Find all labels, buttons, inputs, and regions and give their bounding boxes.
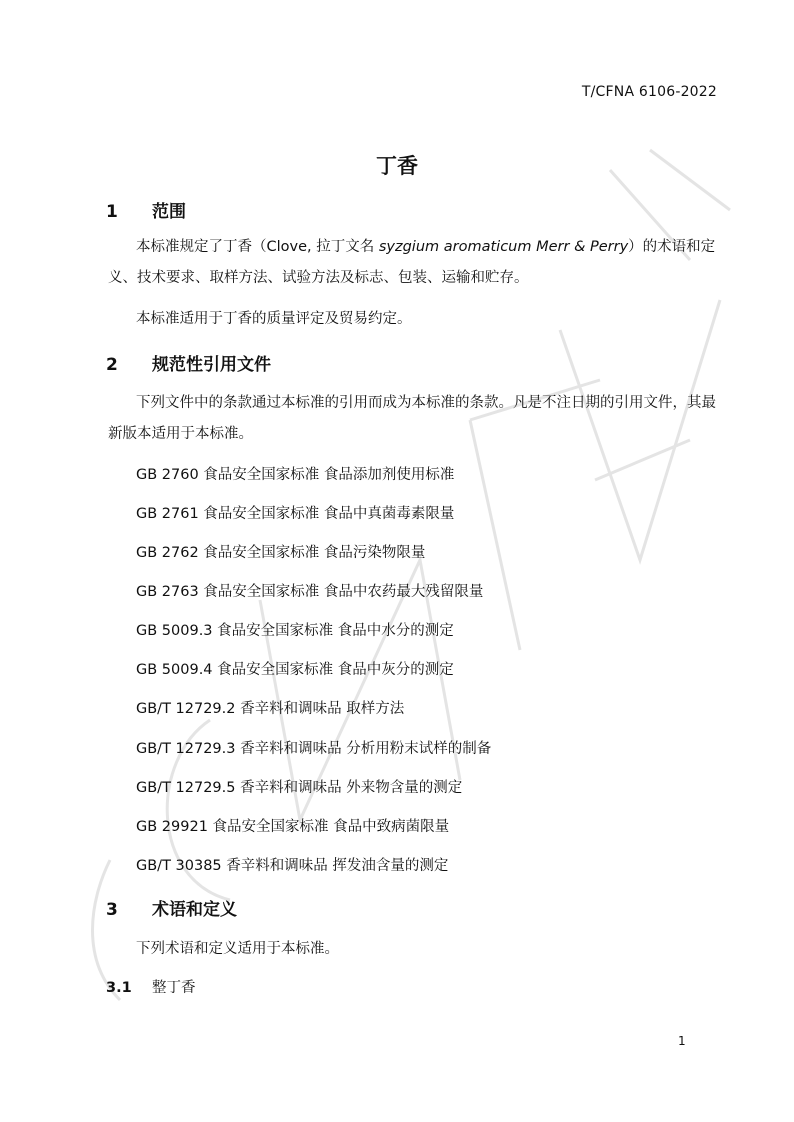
reference-item: GB/T 30385 香辛料和调味品 挥发油含量的测定 [136, 858, 449, 874]
section-number: 3 [106, 900, 118, 920]
reference-item: GB/T 12729.2 香辛料和调味品 取样方法 [136, 701, 405, 717]
reference-item: GB 5009.3 食品安全国家标准 食品中水分的测定 [136, 623, 454, 639]
page-number: 1 [678, 1034, 686, 1048]
subsection-3-1 [106, 976, 196, 997]
reference-item: GB 2763 食品安全国家标准 食品中农药最大残留限量 [136, 584, 484, 600]
reference-item: GB/T 12729.5 香辛料和调味品 外来物含量的测定 [136, 780, 463, 796]
section-2-heading [106, 350, 271, 375]
scope-text-start: 本标准规定了丁香（Clove, 拉丁文名 [136, 239, 379, 255]
section-1-heading [106, 197, 186, 222]
reference-item: GB 2761 食品安全国家标准 食品中真菌毒素限量 [136, 506, 455, 522]
section-title: 范围 [152, 202, 186, 222]
reference-item: GB 2760 食品安全国家标准 食品添加剂使用标准 [136, 467, 455, 483]
reference-item: GB 5009.4 食品安全国家标准 食品中灰分的测定 [136, 662, 454, 678]
section-3-heading [106, 895, 237, 920]
scope-paragraph [108, 232, 718, 294]
latin-name: syzgium aromaticum Merr & Perry [378, 239, 629, 255]
reference-item: GB 2762 食品安全国家标准 食品污染物限量 [136, 545, 426, 561]
section-title: 术语和定义 [152, 900, 237, 920]
section-number: 2 [106, 355, 118, 375]
standard-code: T/CFNA 6106-2022 [581, 84, 717, 100]
scope-applicability: 本标准适用于丁香的质量评定及贸易约定。 [136, 311, 412, 327]
subsection-number: 3.1 [106, 980, 132, 996]
section-title: 规范性引用文件 [152, 355, 271, 375]
subsection-title: 整丁香 [152, 980, 196, 996]
references-intro: 下列文件中的条款通过本标准的引用而成为本标准的条款。凡是不注日期的引用文件，其最新版本适用于本标准。 [108, 395, 716, 442]
terms-intro: 下列术语和定义适用于本标准。 [136, 941, 339, 957]
reference-item: GB 29921 食品安全国家标准 食品中致病菌限量 [136, 819, 450, 835]
scope-text-end: ）的术语和定义、技术要求、取样方法、试验方法及标志、包装、运输和贮存。 [108, 239, 716, 286]
document-title: 丁香 [376, 154, 418, 178]
section-number: 1 [106, 202, 118, 222]
reference-item: GB/T 12729.3 香辛料和调味品 分析用粉末试样的制备 [136, 741, 492, 757]
